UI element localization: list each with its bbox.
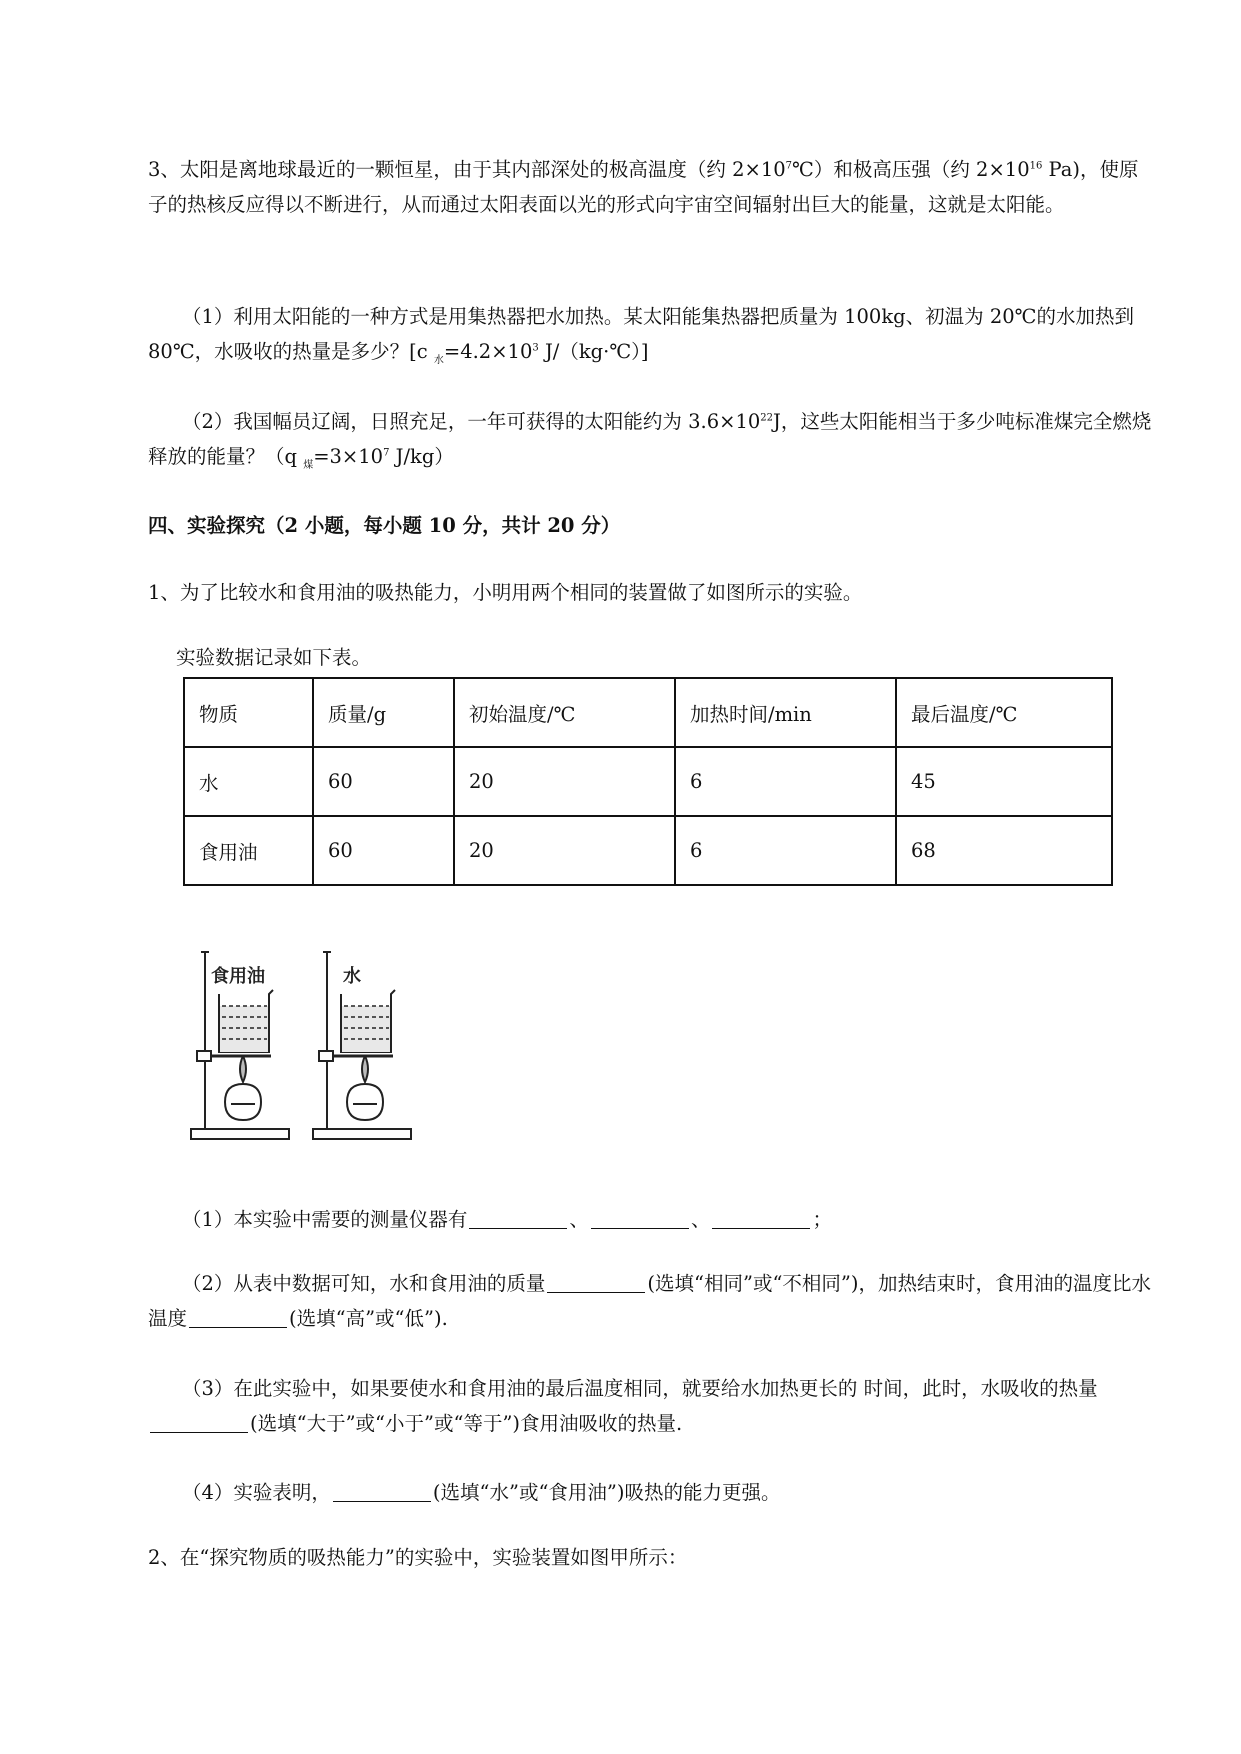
experiment-2-intro: 2、在“探究物质的吸热能力”的实验中，实验装置如图甲所示： [148,1546,688,1569]
answer-blank[interactable] [150,1412,248,1433]
table-row [184,747,1112,816]
question-3-intro: 3、太阳是离地球最近的一颗恒星，由于其内部深处的极高温度（约 $2\times 10^7℃$）和极高压强（约 $2\times 10^{16}$ Pa)，使原子的热核反应得以不断进行，从而通过太阳表面以光的形式向宇宙空间辐射出巨大的能量，这就是太阳能。 [148,158,1139,216]
table-cell: 60 [313,747,454,816]
table-header-cell: 最后温度/℃ [896,678,1112,747]
oil-label: 食用油 [211,966,265,987]
water-liquid [342,1006,390,1052]
water-apparatus [313,952,411,1139]
answer-blank[interactable] [712,1208,810,1229]
stand-base [313,1129,411,1139]
table-row [184,816,1112,885]
answer-blank[interactable] [591,1208,689,1229]
table-header-row [184,678,1112,747]
table-caption: 实验数据记录如下表。 [176,646,372,669]
experiment-1-question-4: （4）实验表明， (选填“水”或“食用油”)吸热的能力更强。 [182,1481,781,1504]
answer-blank[interactable] [333,1481,431,1502]
clamp [319,1051,333,1061]
table-cell: 68 [896,816,1112,885]
answer-blank[interactable] [189,1307,287,1328]
question-3-part-1: （1）利用太阳能的一种方式是用集热器把水加热。某太阳能集热器把质量为 100kg、初温为 20℃的水加热到 80℃，水吸收的热量是多少？[c $_水=4.2\times 10^3$ J/（kg·℃）] [148,305,1134,366]
table-cell: 水 [184,747,313,816]
clamp [197,1051,211,1061]
question-3-part-2: （2）我国幅员辽阔，日照充足，一年可获得的太阳能约为 $3.6\times 10^{22}J$，这些太阳能相当于多少吨标准煤完全燃烧释放的能量？（q $_煤=3\times 10^7$ J/kg） [148,410,1152,471]
table-cell: 6 [675,747,896,816]
section-heading: 四、实验探究（2 小题，每小题 10 分，共计 20 分） [148,514,621,537]
table-cell: 20 [454,816,675,885]
table-header-cell: 物质 [184,678,313,747]
experiment-1-question-1: （1）本实验中需要的测量仪器有 、 、 ； [182,1208,832,1231]
answer-blank[interactable] [547,1272,645,1293]
data-table [183,677,1113,886]
table-header-cell: 初始温度/℃ [454,678,675,747]
table-cell: 6 [675,816,896,885]
apparatus-figure [185,944,450,1144]
table-cell: 食用油 [184,816,313,885]
table-cell: 20 [454,747,675,816]
experiment-1-intro: 1、为了比较水和食用油的吸热能力，小明用两个相同的装置做了如图所示的实验。 [148,581,863,604]
table-header-cell: 加热时间/min [675,678,896,747]
table-header-cell: 质量/g [313,678,454,747]
oil-liquid [220,1006,268,1052]
answer-blank[interactable] [469,1208,567,1229]
table-cell: 60 [313,816,454,885]
experiment-1-question-2: （2）从表中数据可知，水和食用油的质量 (选填“相同”或“不相同”)，加热结束时，食用油的温度比水温度 (选填“高”或“低”). [148,1272,1152,1330]
flame [240,1056,246,1082]
alcohol-lamp [347,1084,383,1120]
experiment-1-question-3: （3）在此实验中，如果要使水和食用油的最后温度相同，就要给水加热更长的 时间，此时，水吸收的热量(选填“大于”或“小于”或“等于”)食用油吸收的热量. [148,1371,1158,1441]
table-cell: 45 [896,747,1112,816]
flame [362,1056,368,1082]
water-label: 水 [343,966,361,987]
alcohol-lamp [225,1084,261,1120]
stand-base [191,1129,289,1139]
